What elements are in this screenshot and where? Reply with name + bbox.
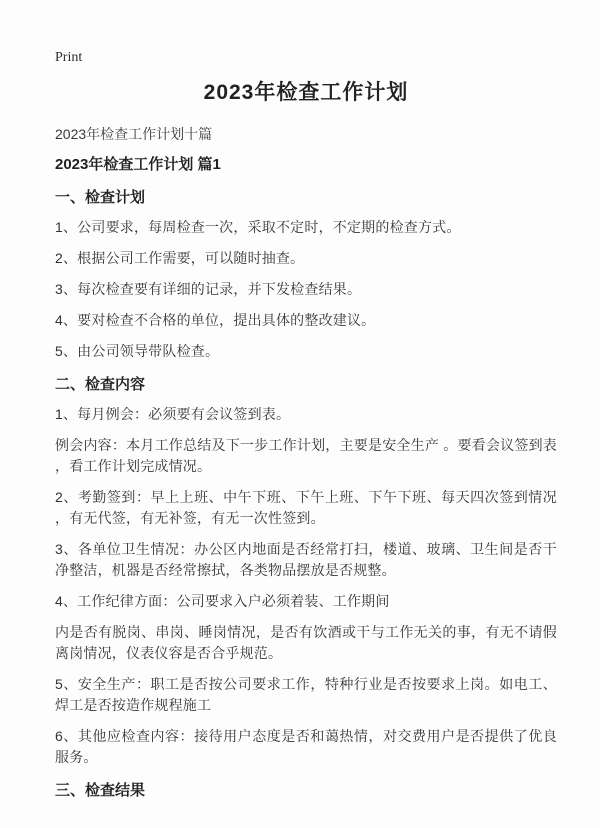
paragraph: 6、其他应检查内容：接待用户态度是否和蔼热情，对交费用户是否提供了优良服务。 [55,728,557,765]
doc-subtitle: 2023年检查工作计划十篇 [55,126,213,142]
paragraph: 5、安全生产：职工是否按公司要求工作，特种行业是否按要求上岗。如电工、焊工是否按造作规程施工 [55,676,557,713]
paragraph: 3、各单位卫生情况：办公区内地面是否经常打扫，楼道、玻璃、卫生间是否干净整洁，机器是否经常擦拭，各类物品摆放是否规整。 [55,541,557,578]
paragraph: 内是否有脱岗、串岗、睡岗情况，是否有饮酒或干与工作无关的事，有无不请假离岗情况，仪表仪容是否合乎规范。 [55,624,557,661]
section-1-heading: 一、检查计划 [55,189,146,206]
section-3-heading: 三、检查结果 [55,782,146,799]
paragraph: 2、考勤签到：早上上班、中午下班、下午上班、下午下班、每天四次签到情况，有无代签，有无补签，有无一次性签到。 [55,489,557,526]
paragraph: 例会内容：本月工作总结及下一步工作计划，主要是安全生产 。要看会议签到表，看工作计划完成情况。 [55,437,557,474]
paragraph: 4、工作纪律方面：公司要求入户必须着装、工作期间 [55,593,390,609]
paragraph: 1、公司要求，每周检查一次，采取不定时，不定期的检查方式。 [55,219,461,235]
piece-1-heading: 2023年检查工作计划 篇1 [55,156,221,173]
page-title: 2023年检查工作计划 [203,81,409,104]
section-2-heading: 二、检查内容 [55,376,146,393]
paragraph: 4、要对检查不合格的单位，提出具体的整改建议。 [55,312,376,328]
print-button[interactable]: Print [55,50,83,65]
paragraph: 1、每月例会：必须要有会议签到表。 [55,406,291,422]
paragraph: 5、由公司领导带队检查。 [55,343,220,359]
paragraph: 3、每次检查要有详细的记录，并下发检查结果。 [55,281,362,297]
paragraph: 2、根据公司工作需要，可以随时抽查。 [55,250,305,266]
document-body [55,125,557,801]
